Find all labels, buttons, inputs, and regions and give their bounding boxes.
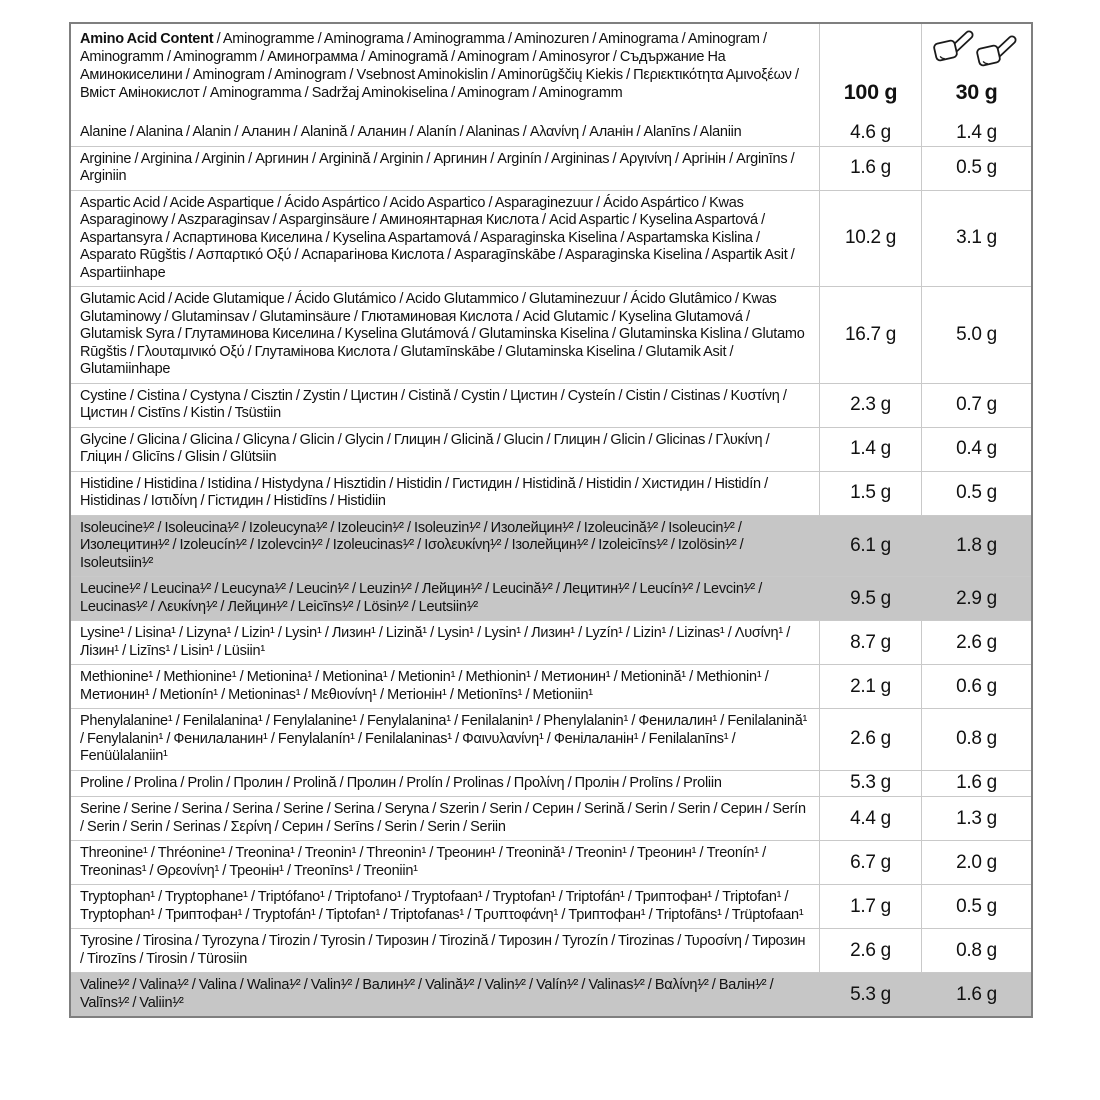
scoop-glyph xyxy=(933,35,969,61)
table-row xyxy=(71,620,1031,664)
table-row xyxy=(71,770,1031,797)
value-per-30g: 1.6 g xyxy=(956,983,997,1005)
value-per-30g: 0.5 g xyxy=(921,472,1031,515)
value-per-30g: 2.9 g xyxy=(956,587,997,609)
value-per-100g: 2.6 g xyxy=(819,709,921,770)
value-per-30g: 1.4 g xyxy=(921,120,1031,146)
value-per-100g: 6.1 g xyxy=(850,534,891,556)
value-per-30g: 2.0 g xyxy=(921,841,1031,884)
amino-acid-name: Leucine¹⁄² / Leucina¹⁄² / Leucyna¹⁄² / Leucin¹⁄² / Leuzin¹⁄² / Лейцин¹⁄² / Leucină¹⁄² / Лецитин¹⁄² / Leucín¹⁄² / Levcin¹⁄² / Leucinas¹⁄² / Λευκίνη¹⁄² / Лейцин¹⁄² / Leicīns¹⁄² / Lösin¹⁄² / Leutsiin¹⁄² xyxy=(80,581,763,615)
value-per-100g: 6.7 g xyxy=(819,841,921,884)
value-per-100g: 10.2 g xyxy=(819,191,921,287)
table-title-primary: Amino Acid Content xyxy=(80,31,214,47)
value-per-100g: 9.5 g xyxy=(850,587,891,609)
value-per-100g: 1.7 g xyxy=(819,885,921,928)
amino-acid-name: Arginine / Arginina / Arginin / Аргинин / Arginină / Arginin / Аргинин / Arginín / Argininas / Αργινίνη / Аргінін / Arginīns / Arginiin xyxy=(80,150,795,184)
amino-acid-name: Alanine / Alanina / Alanin / Аланин / Alanină / Аланин / Alanín / Alaninas / Αλανίνη / Аланін / Alanīns / Alaniin xyxy=(80,124,742,140)
amino-acid-name: Glutamic Acid / Acide Glutamique / Ácido Glutámico / Acido Glutammico / Glutaminezuur / Ácido Glutâmico / Kwas Glutaminowy / Glutaminsav / Glutaminsäure / Глютаминовая Кислота / Acid Glutamic / Kyselina Glutamová / Glutamisk Syra / Глутаминова Киселина / Kyselina Glutámová / Glutaminska Kiselina / Glutaminska Kislina / Glutamo Rūgštis / Γλουταμινικό Οξύ / Глутамінова Кислота / Glutamīnskābe / Glutaminska Kiselina / Glutamik Asit / Glutamiinhape xyxy=(80,291,805,377)
table-row xyxy=(71,840,1031,884)
table-row xyxy=(71,664,1031,708)
scoop-glyph xyxy=(976,40,1012,66)
value-per-100g: 16.7 g xyxy=(819,287,921,383)
value-per-100g: 1.6 g xyxy=(819,147,921,190)
table-title xyxy=(71,24,819,120)
table-row xyxy=(71,972,1031,1016)
amino-acid-name: Proline / Prolina / Prolin / Пролин / Prolină / Пролин / Prolín / Prolinas / Προλίνη / Пролін / Prolīns / Proliin xyxy=(80,774,722,791)
value-per-30g: 0.8 g xyxy=(921,709,1031,770)
amino-acid-name: Tyrosine / Tirosina / Tyrozyna / Tirozin / Tyrosin / Тирозин / Tirozină / Тирозин / Tyrozín / Tirozinas / Τυροσίνη / Тирозин / Tirozīns / Tirosin / Türosiin xyxy=(80,933,806,967)
value-per-100g: 5.3 g xyxy=(850,983,891,1005)
table-row xyxy=(71,190,1031,287)
value-per-100g: 4.4 g xyxy=(819,797,921,840)
column-header-30g xyxy=(921,24,1031,120)
value-per-100g: 2.6 g xyxy=(819,929,921,972)
value-per-30g: 0.5 g xyxy=(921,147,1031,190)
table-row xyxy=(71,146,1031,190)
table-row xyxy=(71,576,1031,620)
table-row xyxy=(71,427,1031,471)
value-per-100g: 8.7 g xyxy=(819,621,921,664)
value-per-30g: 3.1 g xyxy=(921,191,1031,287)
value-per-100g: 1.5 g xyxy=(819,472,921,515)
value-per-100g: 4.6 g xyxy=(819,120,921,146)
amino-acid-name: Histidine / Histidina / Istidina / Histydyna / Hisztidin / Histidin / Гистидин / Histidină / Histidin / Хистидин / Histidín / Histidinas / Ιστιδίνη / Гістидин / Histidīns / Histidiin xyxy=(80,475,768,509)
table-row xyxy=(71,515,1031,577)
amino-acid-name: Phenylalanine¹ / Fenilalanina¹ / Fenylalanine¹ / Fenylalanina¹ / Fenilalanin¹ / Phenylalanin¹ / Фенилалин¹ / Fenilalanină¹ / Fenylalanin¹ / Фенилаланин¹ / Fenylalanín¹ / Fenilalaninas¹ / Φαινυλανίνη¹ / Фенілаланін¹ / Fenilalanīns¹ / Fenüülalaniin¹ xyxy=(80,713,808,764)
table-row xyxy=(71,471,1031,515)
table-row xyxy=(71,383,1031,427)
scoops-icon xyxy=(931,24,1023,74)
value-per-30g: 0.5 g xyxy=(921,885,1031,928)
amino-acid-name: Lysine¹ / Lisina¹ / Lizyna¹ / Lizin¹ / Lysin¹ / Лизин¹ / Lizină¹ / Lysin¹ / Lysin¹ / Лизин¹ / Lyzín¹ / Lizin¹ / Lizinas¹ / Λυσίνη¹ / Лізин¹ / Lizīns¹ / Lisin¹ / Lüsiin¹ xyxy=(80,625,791,659)
table-title-translations: / Aminogramme / Aminograma / Aminogramma / Aminozuren / Aminograma / Aminogram / Aminogramm / Aminogramm / Аминограмма / Aminogramă / Aminogram / Aminosyror / Съдържание На Аминокиселини / Aminogram / Aminogram / Vsebnost Aminokislin / Aminorūgščių Kiekis / Περιεκτικότητα Αμινοξέων / Вміст Амінокислот / Aminogramma / Sadržaj Aminokiselina / Aminogram / Aminogramm xyxy=(80,31,799,101)
amino-acid-name: Isoleucine¹⁄² / Isoleucina¹⁄² / Izoleucyna¹⁄² / Izoleucin¹⁄² / Isoleuzin¹⁄² / Изолейцин¹⁄² / Izoleucină¹⁄² / Isoleucin¹⁄² / Изолецитин¹⁄² / Izoleucín¹⁄² / Izolevcin¹⁄² / Izoleucinas¹⁄² / Ισολευκίνη¹⁄² / Ізолейцин¹⁄² / Izoleicīns¹⁄² / Izolösin¹⁄² / Isoleutsiin¹⁄² xyxy=(80,519,744,571)
table-row xyxy=(71,928,1031,972)
table-row xyxy=(71,708,1031,770)
table-row xyxy=(71,796,1031,840)
amino-acid-name: Methionine¹ / Methionine¹ / Metionina¹ / Metionina¹ / Metionin¹ / Methionin¹ / Метионин¹ / Metionină¹ / Methionin¹ / Метионин¹ / Metionín¹ / Metioninas¹ / Μεθιονίνη¹ / Метіонін¹ / Metionīns¹ / Metioniin¹ xyxy=(80,669,769,703)
value-per-100g: 2.1 g xyxy=(819,665,921,708)
amino-acid-name: Cystine / Cistina / Cystyna / Cisztin / Zystin / Цистин / Cistină / Cystin / Цистин / Cysteín / Cistin / Cistinas / Κυστίνη / Цистин / Cistīns / Kistin / Tsüstiin xyxy=(80,387,787,421)
value-per-30g: 1.8 g xyxy=(956,534,997,556)
table-row xyxy=(71,120,1031,146)
amino-acid-name: Threonine¹ / Thréonine¹ / Treonina¹ / Treonin¹ / Threonin¹ / Треонин¹ / Treonină¹ / Treonin¹ / Треонин¹ / Treonín¹ / Treoninas¹ / Θρεονίνη¹ / Треонін¹ / Treonīns¹ / Treoniin¹ xyxy=(80,845,766,879)
table-row xyxy=(71,884,1031,928)
table-row xyxy=(71,286,1031,383)
table-header-row xyxy=(71,24,1031,120)
column-header-100g-label: 100 g xyxy=(843,80,898,104)
value-per-30g: 1.6 g xyxy=(921,771,1031,797)
value-per-100g: 2.3 g xyxy=(819,384,921,427)
amino-acid-name: Tryptophan¹ / Tryptophane¹ / Triptófano¹ / Triptofano¹ / Tryptofaan¹ / Tryptofan¹ / Triptofán¹ / Триптофан¹ / Triptofan¹ / Tryptophan¹ / Триптофан¹ / Tryptofán¹ / Tiptofan¹ / Triptofanas¹ / Τρυπτοφάνη¹ / Триптофан¹ / Triptofāns¹ / Trüptofaan¹ xyxy=(80,889,804,923)
value-per-30g: 5.0 g xyxy=(921,287,1031,383)
value-per-30g: 0.8 g xyxy=(921,929,1031,972)
column-header-30g-label: 30 g xyxy=(955,80,998,104)
value-per-100g: 1.4 g xyxy=(819,428,921,471)
value-per-30g: 0.4 g xyxy=(921,428,1031,471)
amino-acid-name: Glycine / Glicina / Glicina / Glicyna / Glicin / Glycin / Глицин / Glicină / Glucin / Глицин / Glicin / Glicinas / Γλυκίνη / Гліцин / Glicīns / Glisin / Glütsiin xyxy=(80,431,770,465)
amino-acid-table xyxy=(69,22,1033,1018)
amino-acid-name: Aspartic Acid / Acide Aspartique / Ácido Aspártico / Acido Aspartico / Asparaginezuur / Ácido Aspártico / Kwas Asparaginowy / Aszparaginsav / Asparginsäure / Аминоянтарная Кислота / Acid Aspartic / Kyselina Aspartová / Aspartansyra / Аспартинова Киселина / Kyselina Aspartamová / Asparaginska Kiselina / Aspartamska Kislina / Asparato Rūgštis / Ασπαρτικό Οξύ / Аспарагінова Кислота / Asparagīnskābe / Asparaginska Kiselina / Aspartik Asit / Aspartiinhape xyxy=(80,194,795,281)
amino-acid-name: Valine¹⁄² / Valina¹⁄² / Valina / Walina¹⁄² / Valin¹⁄² / Валин¹⁄² / Valină¹⁄² / Valin¹⁄² / Valín¹⁄² / Valinas¹⁄² / Βαλίνη¹⁄² / Валін¹⁄² / Valīns¹⁄² / Valiin¹⁄² xyxy=(80,977,774,1011)
amino-acid-name: Serine / Serine / Serina / Serina / Serine / Serina / Seryna / Szerin / Serin / Серин / Serină / Serin / Serin / Серин / Serín / Serin / Serin / Serinas / Σερίνη / Серин / Serīns / Serin / Serin / Seriin xyxy=(80,801,806,835)
value-per-30g: 1.3 g xyxy=(921,797,1031,840)
value-per-30g: 0.7 g xyxy=(921,384,1031,427)
column-header-100g xyxy=(819,24,921,120)
value-per-30g: 0.6 g xyxy=(921,665,1031,708)
value-per-100g: 5.3 g xyxy=(819,771,921,797)
value-per-30g: 2.6 g xyxy=(921,621,1031,664)
